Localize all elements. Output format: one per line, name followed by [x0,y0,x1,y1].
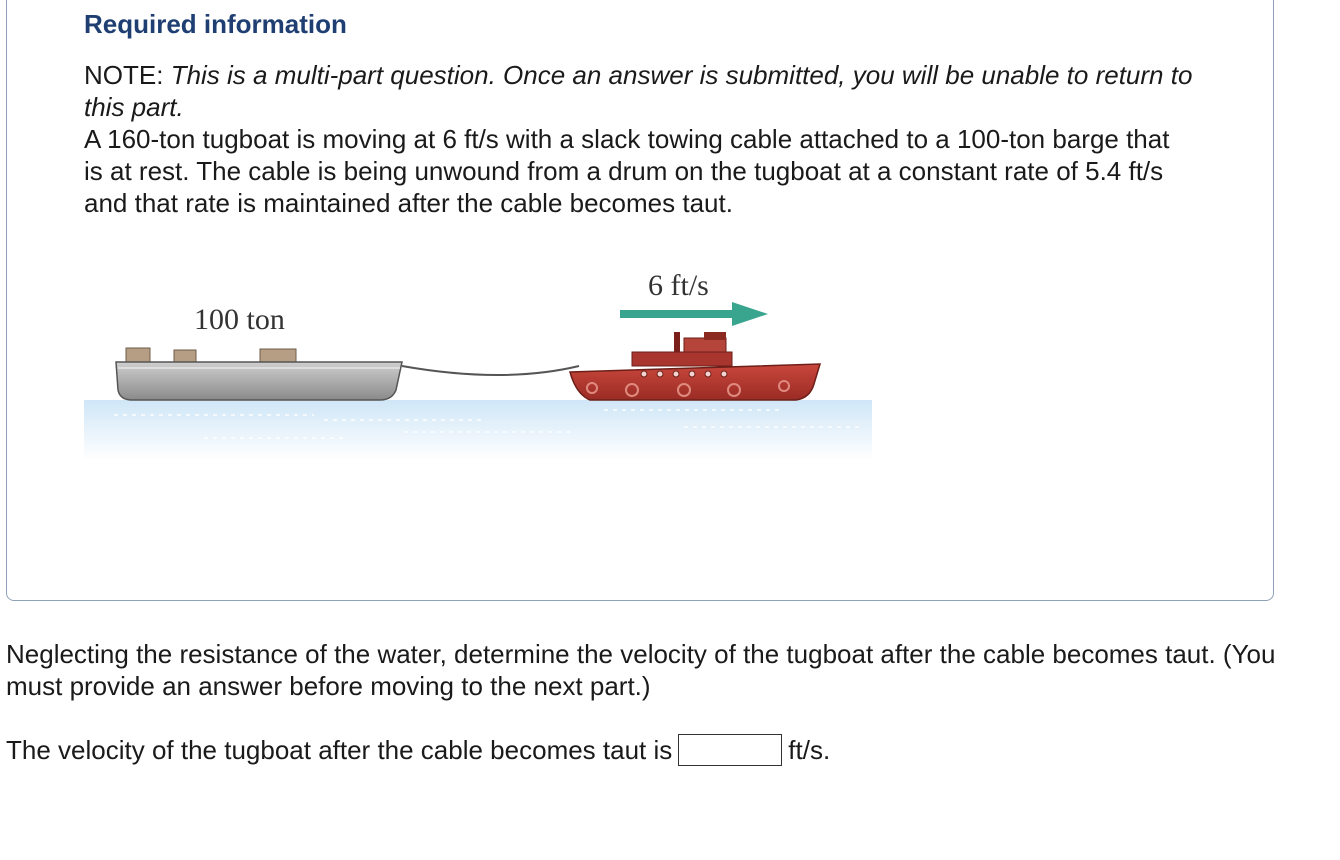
barge-weight-label: 100 ton [194,303,285,336]
barge [116,348,402,400]
towing-cable [402,366,579,375]
answer-prefix: The velocity of the tugboat after the cable becomes taut is [6,735,673,765]
velocity-arrow [620,302,768,326]
velocity-label: 6 ft/s [648,269,709,302]
question-text: Neglecting the resistance of the water, determine the velocity of the tugboat after the cable becomes taut. (You must provide an answer before moving to the next part.) [6,639,1276,701]
problem-statement: A 160-ton tugboat is moving at 6 ft/s with a slack towing cable attached to a 100-ton barge that is at rest. The cable is being unwound from a drum on the tugboat at a constant rate of 5.4 ft/s and that rate is maintained after the cable becomes taut. [84,124,1170,218]
tugboat [570,332,820,400]
answer-unit: ft/s. [788,735,831,765]
answer-row [6,734,830,766]
water [84,400,872,460]
tugboat-barge-figure [84,262,874,462]
note-paragraph [84,59,1214,123]
note-text: This is a multi-part question. Once an answer is submitted, you will be unable to return to this part. [84,60,1193,122]
velocity-answer-input[interactable] [678,734,782,766]
note-label: NOTE: [84,60,164,90]
required-info-title: Required information [84,9,347,39]
